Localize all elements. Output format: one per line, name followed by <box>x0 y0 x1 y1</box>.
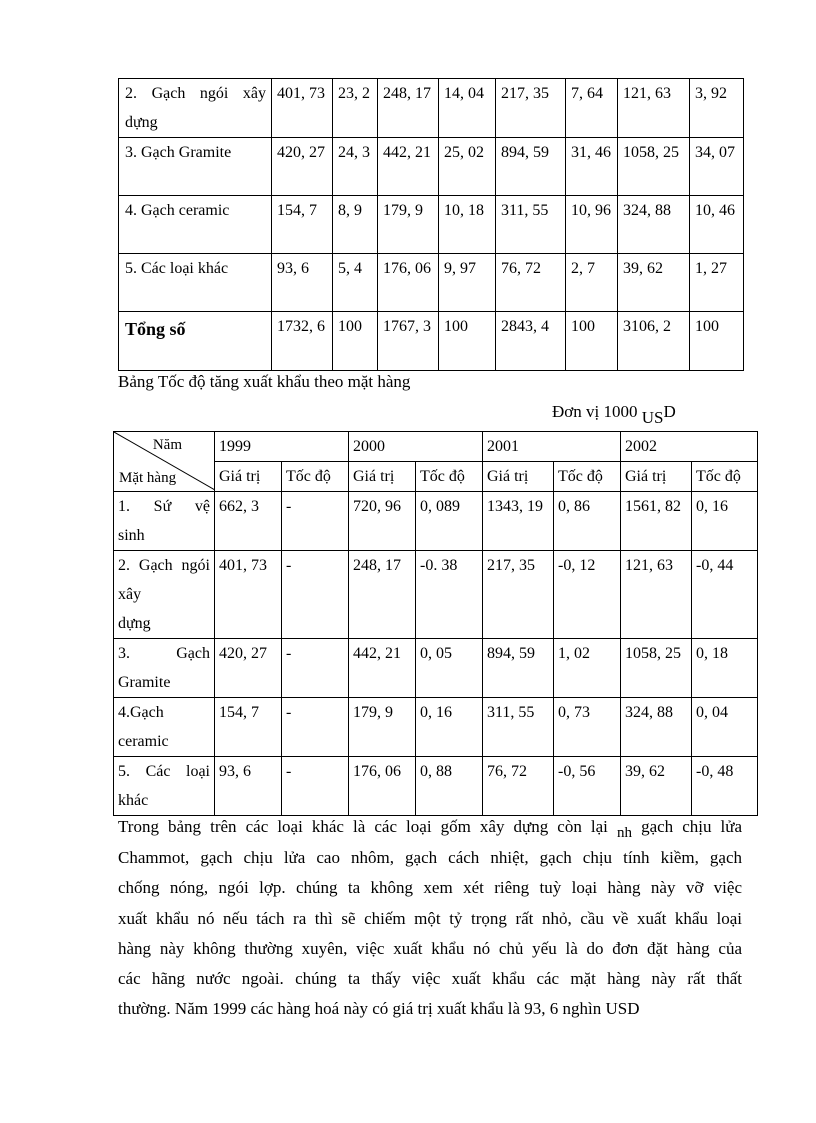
table-cell: 8, 9 <box>333 196 378 254</box>
table-cell: -0, 44 <box>692 551 758 639</box>
table-cell: 217, 35 <box>496 79 566 138</box>
unit-label <box>552 402 676 427</box>
table-row <box>119 138 744 196</box>
table-cell: 1058, 25 <box>621 639 692 698</box>
table-cell: 324, 88 <box>621 698 692 757</box>
product-name-line: ceramic <box>118 733 169 750</box>
table-row <box>114 551 758 639</box>
table-cell: 324, 88 <box>618 196 690 254</box>
table-cell: 1, 02 <box>554 639 621 698</box>
table-row <box>114 698 758 757</box>
table-cell: 121, 63 <box>621 551 692 639</box>
header-row <box>114 432 758 462</box>
table-cell: 10, 18 <box>439 196 496 254</box>
year-header: 2000 <box>349 432 483 462</box>
corner-product-label: Mặt hàng <box>119 470 177 486</box>
table-caption: Bảng Tốc độ tăng xuất khẩu theo mặt hàng <box>118 372 411 391</box>
table-cell: 179, 9 <box>378 196 439 254</box>
table-cell: - <box>282 757 349 816</box>
table-cell: 1561, 82 <box>621 492 692 551</box>
product-name <box>114 757 215 816</box>
table-cell: 662, 3 <box>215 492 282 551</box>
product-name-line: khác <box>118 792 149 809</box>
paragraph-line: chống nóng, ngói lợp. chúng ta không xem xét riêng tuỳ loại hàng này vỡ việc <box>118 878 742 898</box>
paragraph-text: nh <box>616 825 632 841</box>
rate-header: Tốc độ <box>282 462 349 492</box>
table-cell: 154, 7 <box>215 698 282 757</box>
year-header: 2002 <box>621 432 758 462</box>
table-cell: 1343, 19 <box>483 492 554 551</box>
table-cell: 0, 73 <box>554 698 621 757</box>
table-cell: 100 <box>566 312 618 371</box>
value-header: Giá trị <box>621 462 692 492</box>
body-paragraph <box>118 812 742 1024</box>
table-cell: 1058, 25 <box>618 138 690 196</box>
table-cell: 311, 55 <box>483 698 554 757</box>
table-row <box>114 492 758 551</box>
table-cell: 76, 72 <box>483 757 554 816</box>
table-cell: -0, 48 <box>692 757 758 816</box>
table-cell: 217, 35 <box>483 551 554 639</box>
paragraph-text: gạch chịu lửa <box>641 817 743 836</box>
table-cell: 176, 06 <box>378 254 439 312</box>
table-cell: 0, 05 <box>416 639 483 698</box>
table-cell: 401, 73 <box>215 551 282 639</box>
table-cell: 442, 21 <box>349 639 416 698</box>
table-cell: 100 <box>690 312 744 371</box>
table-cell: 24, 3 <box>333 138 378 196</box>
table-cell: 121, 63 <box>618 79 690 138</box>
value-header: Giá trị <box>349 462 416 492</box>
product-name: 2. Gạch ngói xây dựng <box>119 79 272 138</box>
table-cell: 311, 55 <box>496 196 566 254</box>
table-cell: 100 <box>439 312 496 371</box>
table-cell: 25, 02 <box>439 138 496 196</box>
table-cell: 2843, 4 <box>496 312 566 371</box>
product-name: 5. Các loại khác <box>119 254 272 312</box>
table-cell: 176, 06 <box>349 757 416 816</box>
table-cell: 442, 21 <box>378 138 439 196</box>
product-name-line: 5. Các loại <box>118 763 210 780</box>
table-cell: 39, 62 <box>618 254 690 312</box>
value-header: Giá trị <box>483 462 554 492</box>
product-name: 4. Gạch ceramic <box>119 196 272 254</box>
paragraph-line: xuất khẩu nó nếu tách ra thì sẽ chiếm một tỷ trọng rất nhỏ, cầu về xuất khẩu loại <box>118 908 742 928</box>
table-cell: 154, 7 <box>272 196 333 254</box>
product-name-line: 4.Gạch <box>118 704 164 721</box>
table-cell: 0, 86 <box>554 492 621 551</box>
table-cell: 894, 59 <box>496 138 566 196</box>
table-cell: 248, 17 <box>378 79 439 138</box>
table-cell: 0, 16 <box>692 492 758 551</box>
table-cell: 93, 6 <box>272 254 333 312</box>
table-cell: -0. 38 <box>416 551 483 639</box>
table-cell: 39, 62 <box>621 757 692 816</box>
product-name-line: 1. Sứ vệ <box>118 498 210 515</box>
product-name-line: dựng <box>118 615 151 632</box>
corner-year-label: Năm <box>152 437 182 453</box>
unit-end: D <box>663 402 676 421</box>
unit-sub: US <box>641 408 664 427</box>
table-cell: 5, 4 <box>333 254 378 312</box>
table-cell: 23, 2 <box>333 79 378 138</box>
table-cell: 401, 73 <box>272 79 333 138</box>
table-cell: 3, 92 <box>690 79 744 138</box>
product-name: 3. Gạch Gramite <box>119 138 272 196</box>
table-cell: 2, 7 <box>566 254 618 312</box>
table-cell: 100 <box>333 312 378 371</box>
year-header: 2001 <box>483 432 621 462</box>
product-name <box>114 551 215 639</box>
table-cell: 3106, 2 <box>618 312 690 371</box>
rate-header: Tốc độ <box>692 462 758 492</box>
table-cell: 0, 16 <box>416 698 483 757</box>
paragraph-line: Chammot, gạch chịu lửa cao nhôm, gạch cách nhiệt, gạch chịu tính kiềm, gạch <box>118 848 742 868</box>
table-cell: 14, 04 <box>439 79 496 138</box>
table-cell: - <box>282 492 349 551</box>
table-row <box>119 254 744 312</box>
table-cell: 34, 07 <box>690 138 744 196</box>
table-cell: 31, 46 <box>566 138 618 196</box>
product-name-line: 2. Gạch ngói xây <box>118 557 210 603</box>
table-cell: - <box>282 639 349 698</box>
table-cell: 9, 97 <box>439 254 496 312</box>
product-name-line: Gramite <box>118 674 171 691</box>
growth-rate-table <box>113 431 758 816</box>
product-name <box>114 639 215 698</box>
total-label: Tổng số <box>119 312 272 371</box>
total-row <box>119 312 744 371</box>
product-name-line: sinh <box>118 527 145 544</box>
table-cell: -0, 56 <box>554 757 621 816</box>
rate-header: Tốc độ <box>554 462 621 492</box>
table-cell: 1732, 6 <box>272 312 333 371</box>
product-name-line: 3. Gạch <box>118 645 210 662</box>
table-cell: 179, 9 <box>349 698 416 757</box>
corner-header <box>114 432 215 492</box>
table-row <box>114 757 758 816</box>
table-cell: 10, 46 <box>690 196 744 254</box>
rate-header: Tốc độ <box>416 462 483 492</box>
table-cell: 1, 27 <box>690 254 744 312</box>
table-row <box>119 196 744 254</box>
table-cell: -0, 12 <box>554 551 621 639</box>
export-structure-table <box>118 78 744 371</box>
table-cell: 894, 59 <box>483 639 554 698</box>
table-cell: 0, 18 <box>692 639 758 698</box>
table-row <box>114 639 758 698</box>
paragraph-line: hàng này không thường xuyên, việc xuất khẩu nó chủ yếu là do đơn đặt hàng của <box>118 938 742 958</box>
table-cell: 720, 96 <box>349 492 416 551</box>
table-cell: 0, 88 <box>416 757 483 816</box>
paragraph-line: các hãng nước ngoài. chúng ta thấy việc xuất khẩu các mặt hàng này rất thất <box>118 969 742 989</box>
table-cell: - <box>282 698 349 757</box>
unit-main: Đơn vị 1000 <box>552 402 638 421</box>
year-header: 1999 <box>215 432 349 462</box>
product-name <box>114 492 215 551</box>
table-cell: 76, 72 <box>496 254 566 312</box>
product-name <box>114 698 215 757</box>
table-cell: 420, 27 <box>215 639 282 698</box>
table-cell: - <box>282 551 349 639</box>
table-cell: 0, 04 <box>692 698 758 757</box>
table-cell: 0, 089 <box>416 492 483 551</box>
table-cell: 7, 64 <box>566 79 618 138</box>
paragraph-text: Trong bảng trên các loại khác là các loại gốm xây dựng còn lại <box>118 817 608 836</box>
table-cell: 10, 96 <box>566 196 618 254</box>
table-cell: 248, 17 <box>349 551 416 639</box>
table-cell: 1767, 3 <box>378 312 439 371</box>
paragraph-line: thường. Năm 1999 các hàng hoá này có giá trị xuất khẩu là 93, 6 nghìn USD <box>118 999 640 1019</box>
table-row <box>119 79 744 138</box>
table-cell: 93, 6 <box>215 757 282 816</box>
value-header: Giá trị <box>215 462 282 492</box>
paragraph-line <box>118 812 742 843</box>
table-cell: 420, 27 <box>272 138 333 196</box>
